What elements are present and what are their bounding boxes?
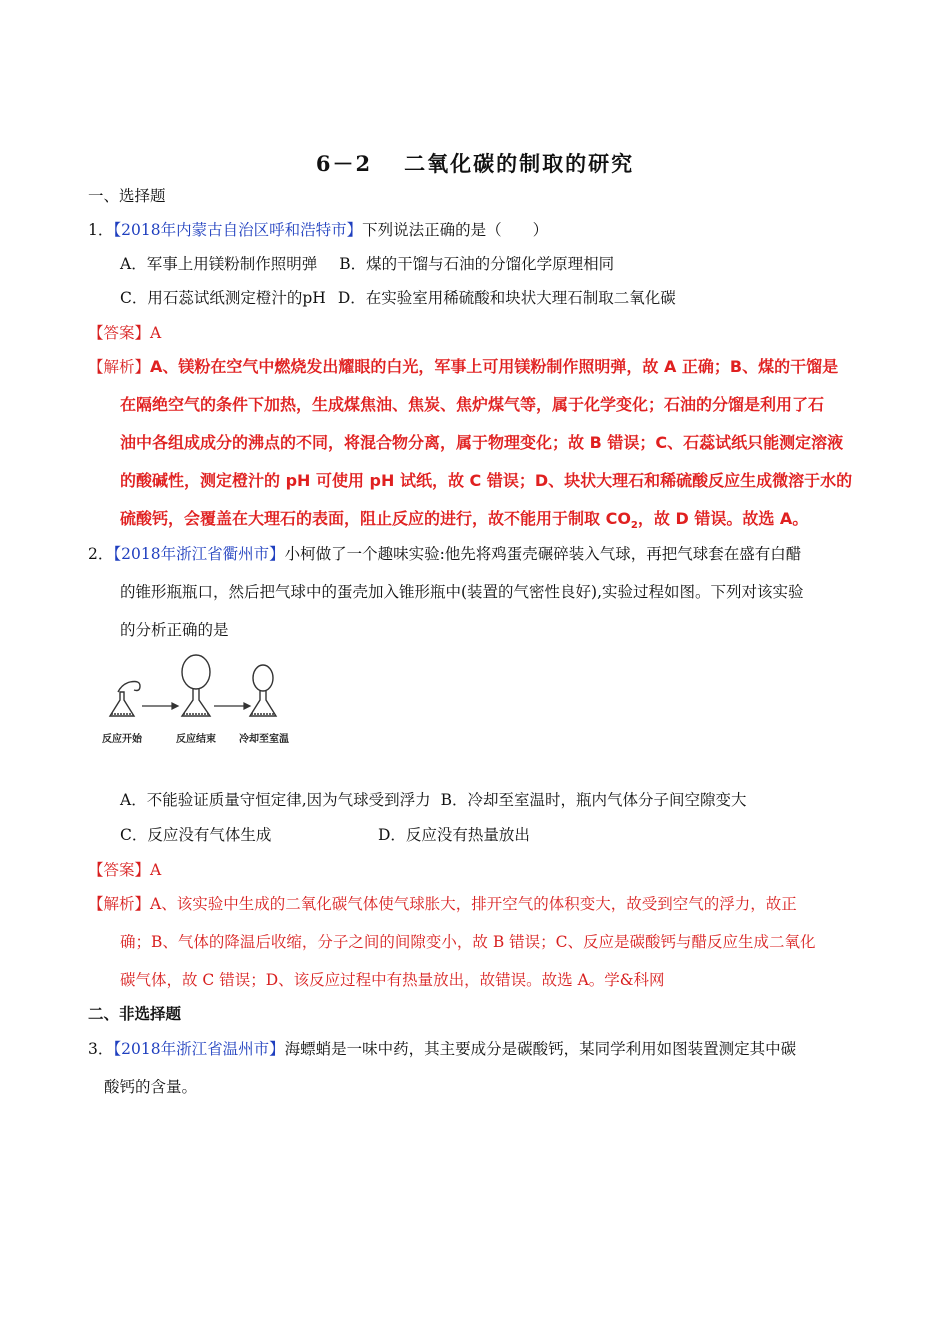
section-heading-choice: 一、选择题	[88, 187, 166, 205]
question-stem: 下列说法正确的是（ ）	[362, 221, 549, 239]
chapter-title: 二氧化碳的制取的研究	[404, 151, 635, 176]
q1-options-row-2	[120, 288, 676, 308]
q1-analysis-line-2: 在隔绝空气的条件下加热，生成煤焦油、焦炭、焦炉煤气等，属于化学变化；石油的分馏是利用了石	[120, 395, 825, 414]
section-heading-non-choice: 二、非选择题	[88, 1004, 182, 1023]
question-source: 【2018年浙江省衢州市】	[113, 545, 285, 563]
option-c: C．用石蕊试纸测定橙汁的pH	[120, 289, 326, 307]
flask-end-icon	[182, 655, 210, 716]
q2-analysis-line-1: 【解析】A、该实验中生成的二氧化碳气体使气球胀大，排开空气的体积变大，故受到空气的浮力，故正	[88, 895, 797, 913]
option-d: D．反应没有热量放出	[378, 826, 530, 844]
experiment-svg	[100, 650, 300, 750]
question-3	[88, 1039, 796, 1059]
analysis-label: 【解析】	[88, 895, 151, 913]
caption-start: 反应开始	[102, 734, 142, 745]
q2-answer: 【答案】A	[88, 861, 162, 879]
q3-stem-line-2: 酸钙的含量。	[104, 1078, 198, 1096]
flask-start-icon	[110, 682, 140, 717]
arrow-icon	[214, 703, 250, 709]
q1-analysis-line-3: 油中各组成成分的沸点的不同，将混合物分离，属于物理变化；故 B 错误；C、石蕊试纸只能测定溶液	[120, 433, 844, 452]
option-d: D．在实验室用稀硫酸和块状大理石制取二氧化碳	[337, 289, 676, 307]
q2-stem-line-3: 的分析正确的是	[120, 621, 229, 639]
option-b: B．冷却至室温时，瓶内气体分子间空隙变大	[440, 791, 747, 809]
option-b: B．煤的干馏与石油的分馏化学原理相同	[339, 255, 615, 273]
flask-cooled-icon	[250, 665, 276, 716]
q1-analysis-line-5: 硫酸钙，会覆盖在大理石的表面，阻止反应的进行，故不能用于制取 $CO_2$，故 D 错误。故选 A。	[120, 509, 809, 532]
question-source: 【2018年浙江省温州市】	[113, 1040, 285, 1058]
question-number: 3．	[88, 1040, 114, 1058]
page-title	[0, 148, 950, 178]
q2-options-row-2	[120, 825, 271, 845]
question-source: 【2018年内蒙古自治区呼和浩特市】	[113, 221, 363, 239]
question-stem: 小柯做了一个趣味实验:他先将鸡蛋壳碾碎装入气球，再把气球套在盛有白醋	[284, 545, 802, 563]
q1-options-row-1	[120, 254, 614, 274]
arrow-icon	[142, 703, 178, 709]
q1-analysis-line-1: 【解析】A、镁粉在空气中燃烧发出耀眼的白光，军事上可用镁粉制作照明弹，故 A 正确；B、煤的干馏是	[88, 357, 839, 376]
analysis-label: 【解析】	[88, 358, 151, 376]
q2-stem-line-2: 的锥形瓶瓶口，然后把气球中的蛋壳加入锥形瓶中(装置的气密性良好),实验过程如图。下列对该实验	[120, 583, 804, 601]
q2-analysis-line-2: 确；B、气体的降温后收缩，分子之间的间隙变小，故 B 错误；C、反应是碳酸钙与醋反应生成二氧化	[120, 933, 816, 951]
q2-options-row-1	[120, 790, 747, 810]
question-stem: 海螵蛸是一味中药，其主要成分是碳酸钙，某同学利用如图装置测定其中碳	[284, 1040, 797, 1058]
q1-analysis-line-4: 的酸碱性，测定橙汁的 pH 可使用 pH 试纸，故 C 错误；D、块状大理石和稀硫酸反应生成微溶于水的	[120, 471, 853, 490]
experiment-figure	[100, 650, 300, 750]
question-1	[88, 220, 548, 240]
q2-analysis-line-3: 碳气体，故 C 错误；D、该反应过程中有热量放出，故错误。故选 A。学&科网	[120, 971, 665, 989]
caption-end: 反应结束	[176, 734, 216, 745]
option-a: A．不能验证质量守恒定律,因为气球受到浮力	[120, 791, 431, 809]
q1-answer: 【答案】A	[88, 324, 162, 342]
caption-cooled: 冷却至室温	[239, 734, 289, 745]
question-number: 2．	[88, 545, 114, 563]
option-c: C．反应没有气体生成	[120, 826, 272, 844]
chapter-number: 6－2	[315, 151, 373, 176]
option-a: A．军事上用镁粉制作照明弹	[120, 255, 318, 273]
question-2	[88, 544, 801, 564]
question-number: 1．	[88, 221, 114, 239]
